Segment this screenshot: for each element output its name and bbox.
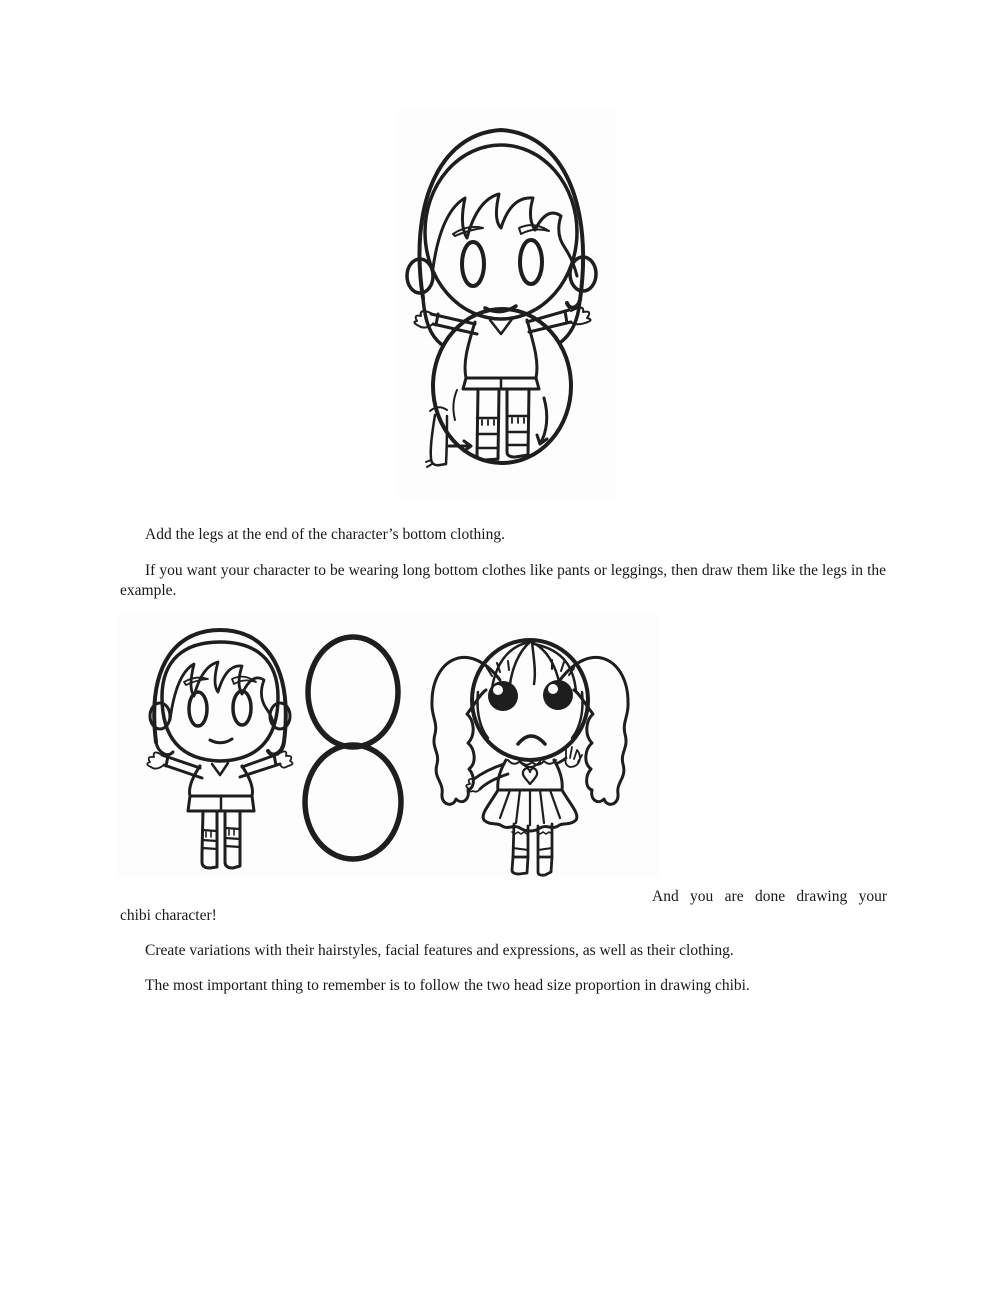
chibi-add-legs-drawing bbox=[397, 108, 617, 498]
paragraph-long-bottoms: If you want your character to be wearing long bottom clothes like pants or leggings, then draw them like the legs in the example. bbox=[120, 561, 886, 599]
paragraph-done-part1: And you are done drawing your bbox=[652, 887, 887, 905]
chibi-finished-examples-drawing bbox=[118, 612, 658, 878]
paragraph-done-part2: chibi character! bbox=[120, 906, 217, 924]
finished-examples-illustration bbox=[118, 612, 658, 878]
add-legs-step-illustration bbox=[397, 108, 617, 498]
paragraph-add-legs: Add the legs at the end of the character’s bottom clothing. bbox=[145, 525, 505, 543]
paragraph-proportion: The most important thing to remember is to follow the two head size proportion in drawing chibi. bbox=[145, 976, 750, 994]
paragraph-variations: Create variations with their hairstyles, facial features and expressions, as well as their clothing. bbox=[145, 941, 734, 959]
